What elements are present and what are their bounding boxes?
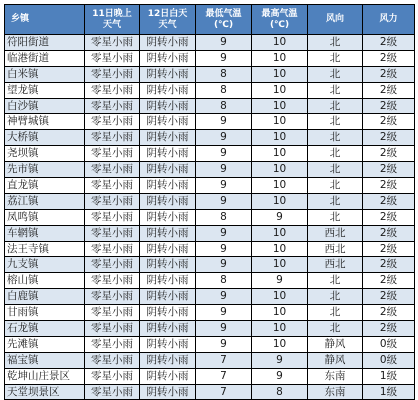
low-cell: 9	[196, 114, 252, 130]
header-high-line-2: (℃)	[269, 19, 290, 30]
night-cell: 零星小雨	[85, 193, 140, 209]
high-cell: 9	[252, 209, 308, 225]
day-cell: 阴转小雨	[140, 305, 196, 321]
wind-level-cell: 2级	[363, 178, 415, 194]
night-cell: 零星小雨	[85, 98, 140, 114]
high-cell: 10	[252, 130, 308, 146]
table-row	[5, 305, 415, 321]
wind-level-cell: 2级	[363, 321, 415, 337]
wind-dir-cell: 北	[308, 209, 363, 225]
wind-dir-cell: 北	[308, 321, 363, 337]
header-row	[5, 5, 415, 35]
header-high-temp	[252, 5, 308, 35]
high-cell: 10	[252, 193, 308, 209]
day-cell: 阴转小雨	[140, 257, 196, 273]
wind-level-cell: 2级	[363, 98, 415, 114]
day-cell: 阴转小雨	[140, 321, 196, 337]
high-cell: 9	[252, 273, 308, 289]
town-cell: 白沙镇	[5, 98, 85, 114]
header-night-weather	[85, 5, 140, 35]
high-cell: 10	[252, 50, 308, 66]
town-cell: 符阳街道	[5, 35, 85, 51]
day-cell: 阴转小雨	[140, 82, 196, 98]
town-cell: 凤鸣镇	[5, 209, 85, 225]
table-row	[5, 66, 415, 82]
night-cell: 零星小雨	[85, 162, 140, 178]
header-low-line-2: (℃)	[213, 19, 234, 30]
table-row	[5, 321, 415, 337]
table-row	[5, 178, 415, 194]
wind-level-cell: 2级	[363, 114, 415, 130]
wind-level-cell: 2级	[363, 273, 415, 289]
high-cell: 10	[252, 178, 308, 194]
header-low-line-1: 最低气温	[205, 8, 242, 19]
low-cell: 9	[196, 178, 252, 194]
header-night-line-2: 天气	[102, 19, 121, 30]
town-cell: 天堂坝景区	[5, 384, 85, 400]
town-cell: 车辋镇	[5, 225, 85, 241]
high-cell: 10	[252, 66, 308, 82]
town-cell: 先滩镇	[5, 336, 85, 352]
town-cell: 法王寺镇	[5, 241, 85, 257]
table-row	[5, 336, 415, 352]
day-cell: 阴转小雨	[140, 193, 196, 209]
town-cell: 榕山镇	[5, 273, 85, 289]
night-cell: 零星小雨	[85, 336, 140, 352]
low-cell: 9	[196, 50, 252, 66]
town-cell: 临港街道	[5, 50, 85, 66]
header-low-temp	[196, 5, 252, 35]
wind-dir-cell: 静风	[308, 352, 363, 368]
table-row	[5, 257, 415, 273]
weather-forecast-table	[4, 4, 415, 400]
table-row	[5, 98, 415, 114]
night-cell: 零星小雨	[85, 66, 140, 82]
high-cell: 10	[252, 289, 308, 305]
table-row	[5, 162, 415, 178]
table-row	[5, 114, 415, 130]
night-cell: 零星小雨	[85, 178, 140, 194]
low-cell: 9	[196, 162, 252, 178]
low-cell: 9	[196, 289, 252, 305]
night-cell: 零星小雨	[85, 289, 140, 305]
header-day-line-2: 天气	[158, 19, 177, 30]
low-cell: 9	[196, 225, 252, 241]
night-cell: 零星小雨	[85, 241, 140, 257]
high-cell: 10	[252, 82, 308, 98]
wind-dir-cell: 东南	[308, 384, 363, 400]
header-day-line-1: 12日白天	[147, 8, 188, 19]
low-cell: 9	[196, 336, 252, 352]
town-cell: 白鹿镇	[5, 289, 85, 305]
low-cell: 9	[196, 321, 252, 337]
night-cell: 零星小雨	[85, 225, 140, 241]
wind-level-cell: 2级	[363, 130, 415, 146]
wind-level-cell: 1级	[363, 384, 415, 400]
table-row	[5, 241, 415, 257]
town-cell: 直龙镇	[5, 178, 85, 194]
high-cell: 10	[252, 35, 308, 51]
header-wind-direction: 风向	[308, 5, 363, 35]
wind-level-cell: 2级	[363, 35, 415, 51]
wind-level-cell: 1级	[363, 368, 415, 384]
wind-dir-cell: 东南	[308, 368, 363, 384]
high-cell: 10	[252, 162, 308, 178]
night-cell: 零星小雨	[85, 384, 140, 400]
table-row	[5, 35, 415, 51]
day-cell: 阴转小雨	[140, 162, 196, 178]
night-cell: 零星小雨	[85, 130, 140, 146]
day-cell: 阴转小雨	[140, 241, 196, 257]
day-cell: 阴转小雨	[140, 368, 196, 384]
wind-level-cell: 2级	[363, 305, 415, 321]
low-cell: 7	[196, 352, 252, 368]
table-row	[5, 289, 415, 305]
table-row	[5, 50, 415, 66]
wind-level-cell: 2级	[363, 146, 415, 162]
low-cell: 8	[196, 273, 252, 289]
wind-level-cell: 2级	[363, 162, 415, 178]
table-body	[5, 35, 415, 400]
wind-dir-cell: 北	[308, 178, 363, 194]
day-cell: 阴转小雨	[140, 336, 196, 352]
day-cell: 阴转小雨	[140, 98, 196, 114]
town-cell: 尧坝镇	[5, 146, 85, 162]
wind-dir-cell: 北	[308, 273, 363, 289]
town-cell: 望龙镇	[5, 82, 85, 98]
wind-dir-cell: 静风	[308, 336, 363, 352]
town-cell: 甘雨镇	[5, 305, 85, 321]
wind-dir-cell: 北	[308, 66, 363, 82]
wind-level-cell: 2级	[363, 193, 415, 209]
wind-dir-cell: 北	[308, 35, 363, 51]
low-cell: 9	[196, 241, 252, 257]
high-cell: 10	[252, 225, 308, 241]
wind-dir-cell: 北	[308, 114, 363, 130]
wind-level-cell: 2级	[363, 289, 415, 305]
table-row	[5, 193, 415, 209]
low-cell: 7	[196, 384, 252, 400]
town-cell: 石龙镇	[5, 321, 85, 337]
wind-level-cell: 2级	[363, 66, 415, 82]
night-cell: 零星小雨	[85, 209, 140, 225]
table-row	[5, 368, 415, 384]
low-cell: 8	[196, 209, 252, 225]
night-cell: 零星小雨	[85, 321, 140, 337]
town-cell: 九支镇	[5, 257, 85, 273]
high-cell: 8	[252, 384, 308, 400]
low-cell: 8	[196, 98, 252, 114]
wind-dir-cell: 北	[308, 82, 363, 98]
wind-dir-cell: 北	[308, 289, 363, 305]
wind-dir-cell: 北	[308, 130, 363, 146]
day-cell: 阴转小雨	[140, 289, 196, 305]
wind-level-cell: 0级	[363, 336, 415, 352]
night-cell: 零星小雨	[85, 82, 140, 98]
wind-dir-cell: 北	[308, 193, 363, 209]
wind-dir-cell: 北	[308, 146, 363, 162]
night-cell: 零星小雨	[85, 35, 140, 51]
day-cell: 阴转小雨	[140, 66, 196, 82]
header-town: 乡镇	[5, 5, 85, 35]
low-cell: 8	[196, 82, 252, 98]
low-cell: 9	[196, 146, 252, 162]
day-cell: 阴转小雨	[140, 130, 196, 146]
high-cell: 9	[252, 368, 308, 384]
wind-level-cell: 0级	[363, 352, 415, 368]
wind-dir-cell: 北	[308, 162, 363, 178]
low-cell: 9	[196, 257, 252, 273]
table-row	[5, 146, 415, 162]
night-cell: 零星小雨	[85, 352, 140, 368]
town-cell: 大桥镇	[5, 130, 85, 146]
wind-dir-cell: 北	[308, 50, 363, 66]
header-night-line-1: 11日晚上	[92, 8, 132, 19]
day-cell: 阴转小雨	[140, 114, 196, 130]
wind-level-cell: 2级	[363, 209, 415, 225]
header-wind-level: 风力	[363, 5, 415, 35]
low-cell: 9	[196, 130, 252, 146]
high-cell: 10	[252, 241, 308, 257]
day-cell: 阴转小雨	[140, 225, 196, 241]
wind-dir-cell: 北	[308, 305, 363, 321]
day-cell: 阴转小雨	[140, 384, 196, 400]
table-row	[5, 273, 415, 289]
day-cell: 阴转小雨	[140, 50, 196, 66]
header-high-line-1: 最高气温	[261, 8, 298, 19]
night-cell: 零星小雨	[85, 257, 140, 273]
wind-level-cell: 2级	[363, 257, 415, 273]
day-cell: 阴转小雨	[140, 352, 196, 368]
wind-dir-cell: 西北	[308, 241, 363, 257]
high-cell: 10	[252, 146, 308, 162]
high-cell: 9	[252, 352, 308, 368]
wind-dir-cell: 西北	[308, 225, 363, 241]
header-day-weather	[140, 5, 196, 35]
wind-level-cell: 2级	[363, 82, 415, 98]
wind-level-cell: 2级	[363, 225, 415, 241]
table-row	[5, 82, 415, 98]
day-cell: 阴转小雨	[140, 178, 196, 194]
wind-level-cell: 2级	[363, 241, 415, 257]
day-cell: 阴转小雨	[140, 273, 196, 289]
low-cell: 9	[196, 35, 252, 51]
high-cell: 10	[252, 336, 308, 352]
high-cell: 10	[252, 98, 308, 114]
town-cell: 荔江镇	[5, 193, 85, 209]
table-row	[5, 225, 415, 241]
town-cell: 乾坤山庄景区	[5, 368, 85, 384]
high-cell: 10	[252, 305, 308, 321]
table-row	[5, 384, 415, 400]
night-cell: 零星小雨	[85, 273, 140, 289]
night-cell: 零星小雨	[85, 50, 140, 66]
night-cell: 零星小雨	[85, 146, 140, 162]
low-cell: 9	[196, 193, 252, 209]
low-cell: 7	[196, 368, 252, 384]
high-cell: 10	[252, 321, 308, 337]
day-cell: 阴转小雨	[140, 35, 196, 51]
wind-level-cell: 2级	[363, 50, 415, 66]
wind-dir-cell: 西北	[308, 257, 363, 273]
night-cell: 零星小雨	[85, 114, 140, 130]
town-cell: 神臂城镇	[5, 114, 85, 130]
town-cell: 先市镇	[5, 162, 85, 178]
high-cell: 10	[252, 114, 308, 130]
wind-dir-cell: 北	[308, 98, 363, 114]
night-cell: 零星小雨	[85, 368, 140, 384]
town-cell: 福宝镇	[5, 352, 85, 368]
day-cell: 阴转小雨	[140, 209, 196, 225]
night-cell: 零星小雨	[85, 305, 140, 321]
low-cell: 8	[196, 66, 252, 82]
table-row	[5, 209, 415, 225]
day-cell: 阴转小雨	[140, 146, 196, 162]
high-cell: 10	[252, 257, 308, 273]
table-row	[5, 130, 415, 146]
table-row	[5, 352, 415, 368]
low-cell: 9	[196, 305, 252, 321]
town-cell: 白米镇	[5, 66, 85, 82]
